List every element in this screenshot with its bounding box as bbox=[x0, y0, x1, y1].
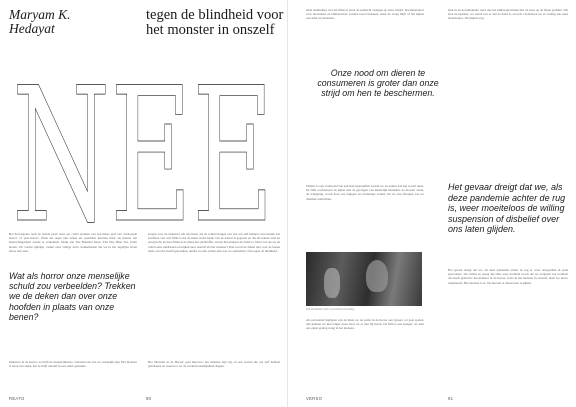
left-col1-top-text: Het horrorgenre leeft de laatste jaren weer op: critici spreken van een heuse golf van 'verhoogde horror' of 'post-horror', films die angst niet alleen als spektakel inzetten maar als manier om maatschappelijke onrust te verkennen. Denk aan The Haunted Ones, The Day Blue Sea, Point Room. We voelen tijdelijk, vanuit onze veilige stoel, donkerheden die we in het dagelijks leven liever niet zien. bbox=[9, 232, 137, 253]
left-col2-bottom bbox=[148, 360, 280, 368]
right-col1-top bbox=[306, 8, 424, 21]
left-col2-bottom-text: Het 'Monster in de Horror' gaat hierover: het monster zijn wij, in een wereld die wij zelf hebben geschapen en waarvoor we de verantwoordelijkheid dragen. bbox=[148, 360, 280, 369]
footer-page-left: 90 bbox=[146, 396, 152, 401]
right-col2-bottom bbox=[448, 268, 568, 285]
right-col2-top bbox=[448, 8, 568, 21]
footer-section-right: VERSO bbox=[306, 396, 323, 401]
display-word-graphic bbox=[8, 78, 278, 228]
author-name: Maryam K. Hedayat bbox=[9, 7, 71, 36]
display-word-svg bbox=[8, 78, 278, 228]
left-col1-bottom-text: Monsters in de horror, zo blijft de monstertheorie, vertellen ons wie we werkelijk zijn. Het monster is nooit een ander, het is altijd onszelf in een ander gedaante. bbox=[9, 360, 137, 369]
right-pull-quote-top: Onze nood om dieren te consumeren is groter dan onze strijd om hen te beschermen. bbox=[317, 68, 439, 99]
left-col1-top bbox=[9, 232, 137, 253]
right-col1-top-text: label Animalkey wel dat films al jaren de aandacht vestigen op onze schuld. Documentaires over dierenleed en klimaatcrisis worden breed bekeken, maar de vraag blijft of het kijken ook leidt tot handelen. bbox=[306, 8, 424, 21]
article-title: tegen de blindheid voor het monster in onszelf bbox=[146, 7, 284, 38]
right-col1-mid bbox=[306, 184, 424, 201]
right-page bbox=[288, 0, 576, 407]
right-col1-mid-text: Mother is een voorbeeld van een horrorgenrefilm waarin we de natuur aan het woord laten. De film confronteert de kijker met de gevolgen van menselijk handelen: de moeder aarde, de schepping, wordt door ons uitgeput en vernietigd, zonder dat we ons afvragen wat we daarmee aanrichten. bbox=[306, 184, 424, 201]
right-pull-quote-mid: Het gevaar dreigt dat we, als deze pandemie achter de rug is, weer moeiteloos de willing suspension of disbelief over ons laten glijden. bbox=[448, 182, 566, 235]
footer-section-left: REATO bbox=[9, 396, 25, 401]
right-col2-bottom-text: Het gevaar dreigt dat we, als deze pandemie achter de rug is, weer terugvallen in oude gewoontes. We willen zo graag dat alles weer normaal wordt dat we vergeten wat normaal ons heeft gebracht: het monster in de horror, zoals in het monster in onszelf, laten we liever ongemoeid. Het monster is er. We hoeven er alleen naar te kijken. bbox=[448, 268, 568, 285]
left-col2-text: zorgen voor de monsters om ons heen, die de schuld dragen van wat wij zelf hebben veroorzaakt. De premisse van veel films is dat de mens in het kader van de natuur is gegooid en dat die natuur zich nu terugvecht. In deze films is de mens het slachtoffer, terwijl het monster de dader is. Maar wat als we de rollen eens omdraaien en kijken naar onszelf als het monster? Dan wordt de deken niet over de benen maar over het hoofd getrokken, omdat we niet willen zien wat we aanrichten. Nee tegen de blindheid. bbox=[148, 232, 280, 253]
footer-page-right: 91 bbox=[448, 396, 454, 401]
right-col2-top-text: Ook in de documentaire werd ons het klimaatprobleem met de neus op de feiten gedrukt. Wij zien de beelden, we weten wat er aan de hand is, en toch veranderen we zo weinig aan onze levenswijze. We kijken weg. bbox=[448, 8, 568, 21]
left-col1-bottom bbox=[9, 360, 137, 368]
photo-caption: Still uit Mother! (2017) van Darren Aronofsky. bbox=[306, 308, 355, 311]
left-pull-quote: Wat als horror onze menselijke schuld zou verbeelden? Trekken we de deken dan over onze hoofden in plaats van onze benen? bbox=[9, 271, 136, 322]
film-still-photo bbox=[306, 252, 422, 306]
right-col1-bottom bbox=[306, 318, 424, 331]
right-col1-bottom-text: Als preventief ingrijpen van de mens op de aarde in de horror een grotere rol gaat spelen, dan kunnen we niet langer doen alsof we er niet bij horen. De film is een spiegel: we zien ons eigen gedrag terug in het monster. bbox=[306, 318, 424, 331]
left-col2 bbox=[148, 232, 280, 253]
display-word: NEE bbox=[12, 78, 274, 228]
